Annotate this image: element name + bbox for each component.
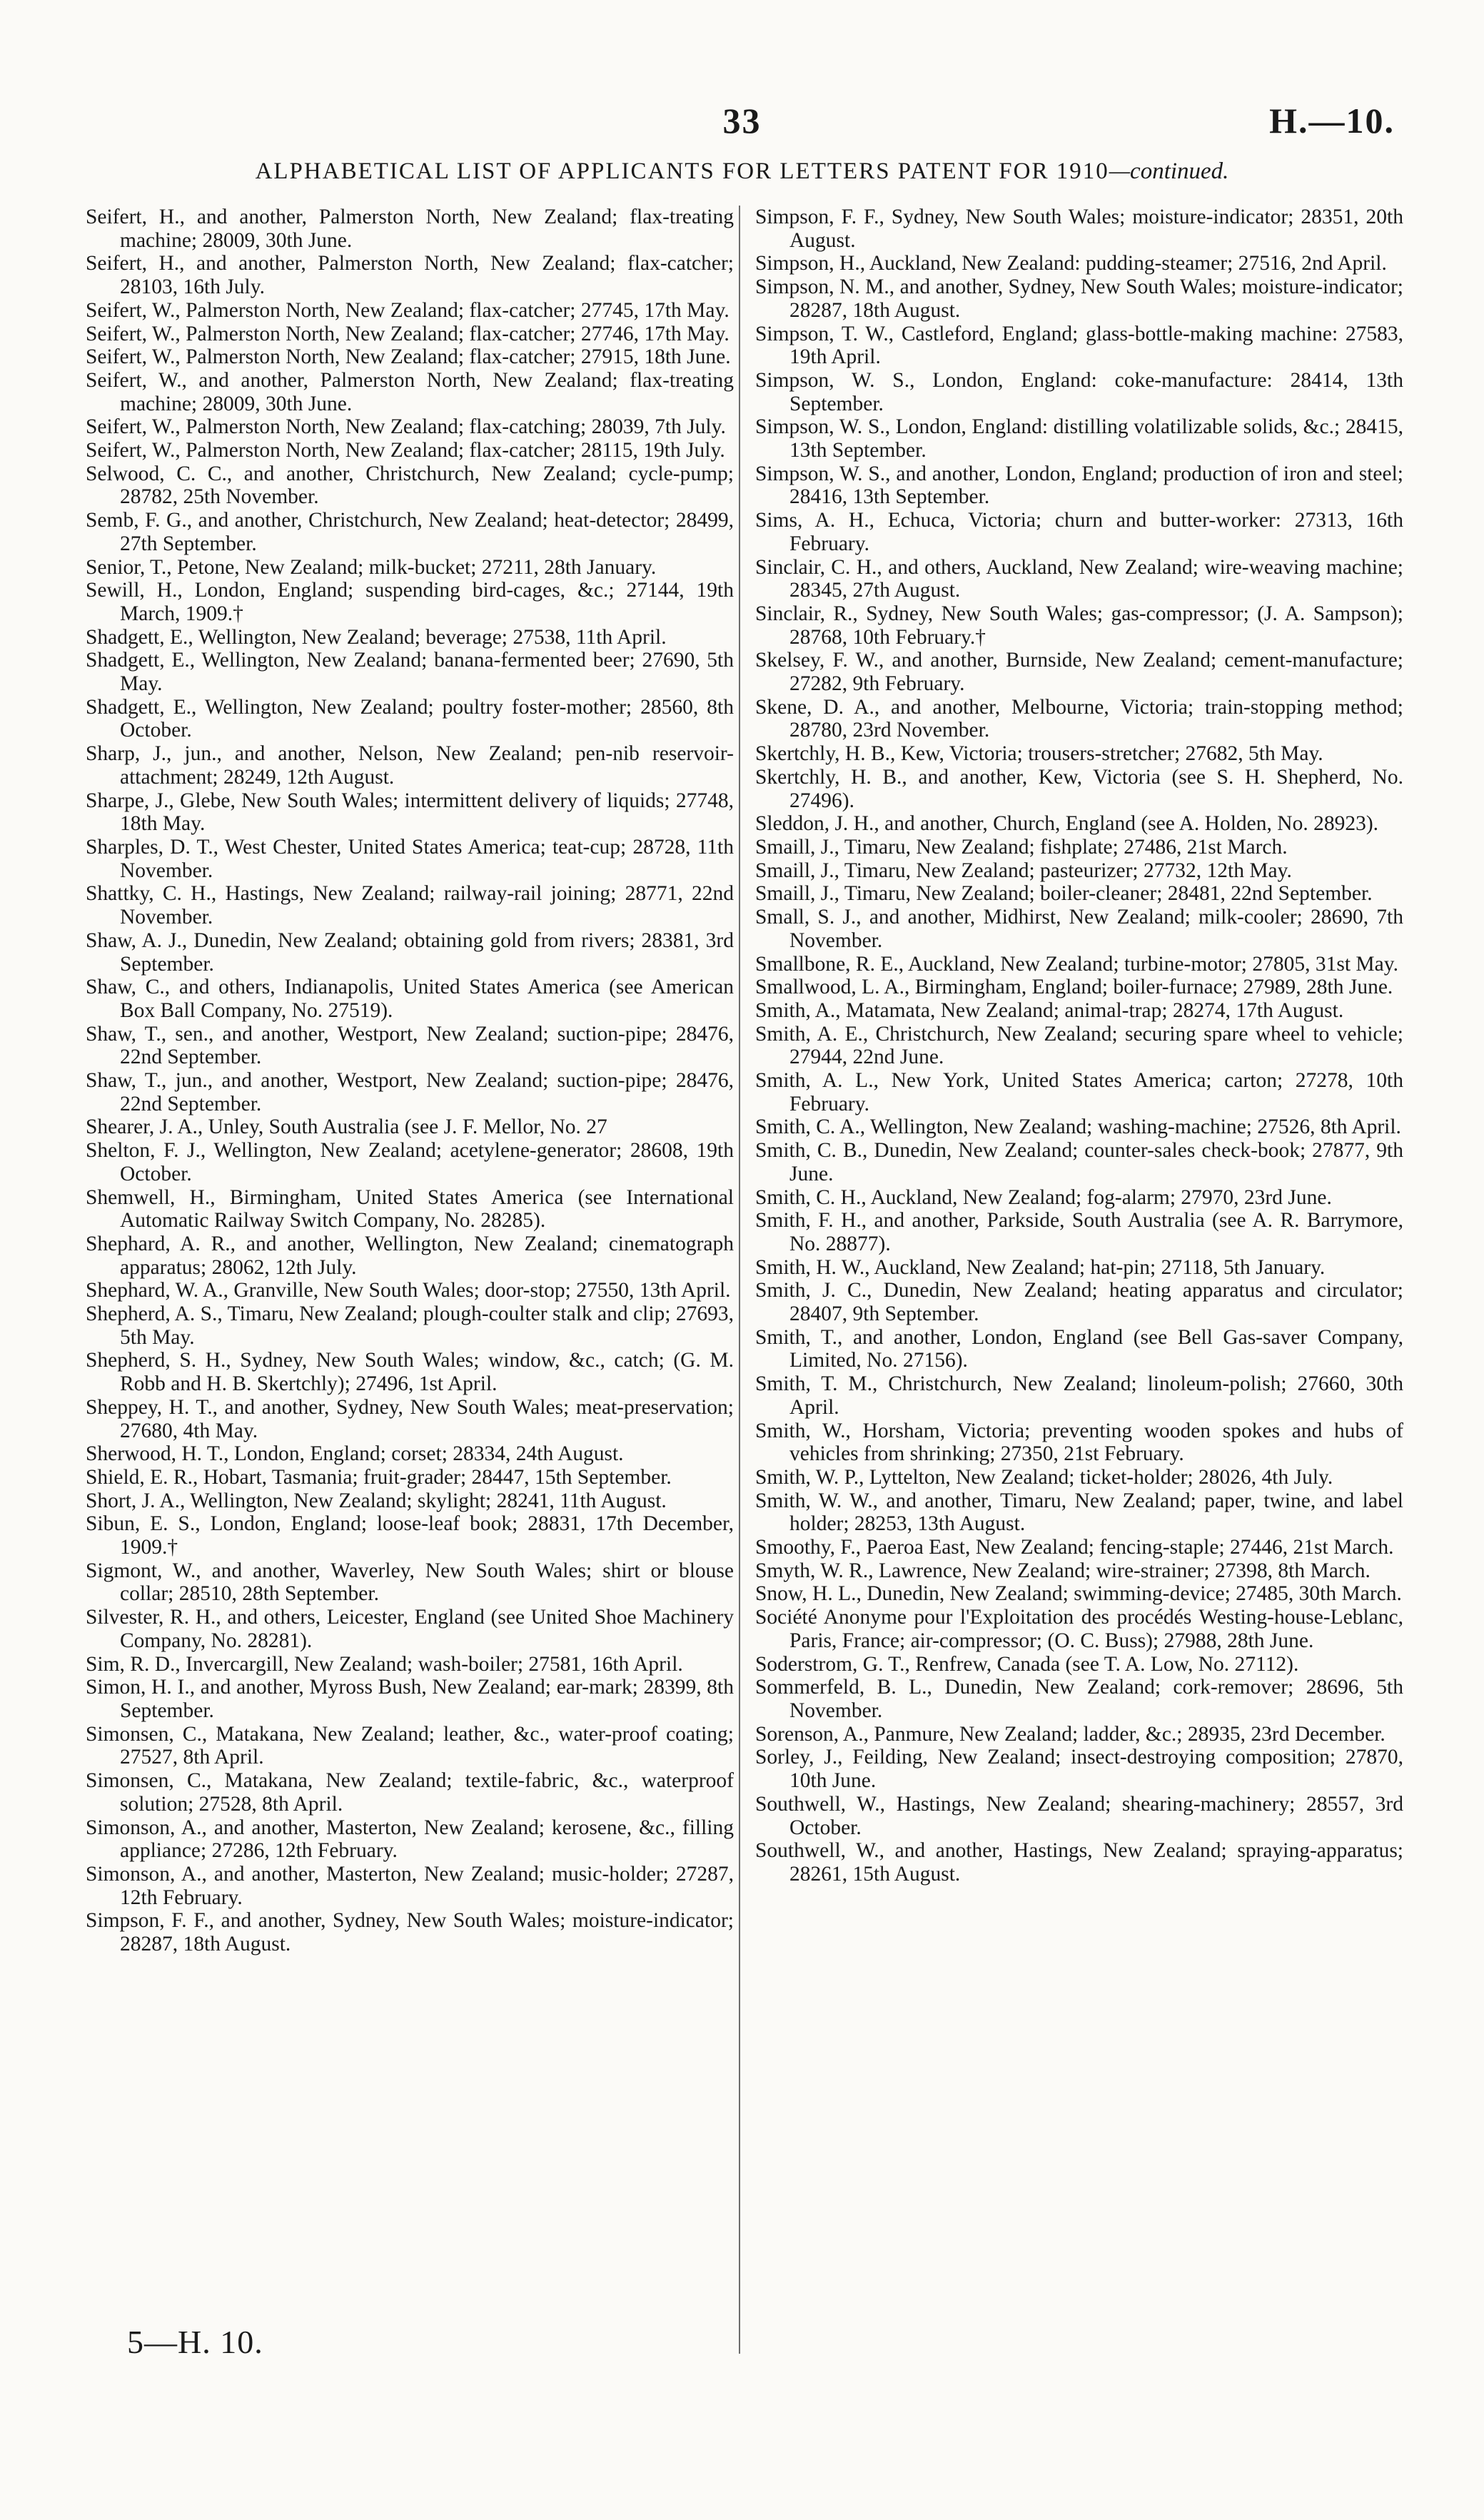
page-number: 33: [722, 101, 762, 141]
list-entry: Skertchly, H. B., and another, Kew, Victoria (see S. H. Shepherd, No. 27496).: [755, 765, 1403, 812]
list-entry: Shaw, A. J., Dunedin, New Zealand; obtaining gold from rivers; 28381, 3rd September.: [86, 928, 734, 976]
list-entry: Seifert, W., Palmerston North, New Zealand; flax-catcher; 27746, 17th May.: [86, 322, 730, 345]
document-code: H.—10.: [1269, 101, 1395, 141]
list-entry: Silvester, R. H., and others, Leicester, England (see United Shoe Machinery Company, No. 28281).: [86, 1606, 734, 1652]
list-entry: Seifert, W., Palmerston North, New Zealand; flax-catcher; 28115, 19th July.: [86, 439, 725, 462]
list-entry: Smith, A., Matamata, New Zealand; animal-trap; 28274, 17th August.: [755, 998, 1344, 1022]
list-entry: Seifert, H., and another, Palmerston North, New Zealand; flax-treating machine; 28009, 30th June.: [86, 206, 734, 252]
list-entry: Simpson, W. S., London, England: coke-manufacture: 28414, 13th September.: [755, 368, 1403, 415]
list-entry: Smith, T., and another, London, England (see Bell Gas-saver Company, Limited, No. 27156).: [755, 1325, 1403, 1372]
list-entry: Smith, C. A., Wellington, New Zealand; washing-machine; 27526, 8th April.: [755, 1115, 1401, 1139]
list-entry: Sinclair, R., Sydney, New South Wales; gas-compressor; (J. A. Sampson); 28768, 10th February.†: [755, 602, 1403, 649]
list-entry: Sim, R. D., Invercargill, New Zealand; wash-boiler; 27581, 16th April.: [86, 1652, 683, 1676]
list-entry: Simonsen, C., Matakana, New Zealand; leather, &c., water-proof coating; 27527, 8th April.: [86, 1722, 734, 1769]
right-column: [755, 206, 1403, 1886]
list-entry: Sommerfeld, B. L., Dunedin, New Zealand; cork-remover; 28696, 5th November.: [755, 1676, 1403, 1722]
list-entry: Sleddon, J. H., and another, Church, England (see A. Holden, No. 28923).: [755, 812, 1379, 836]
list-entry: Smaill, J., Timaru, New Zealand; boiler-cleaner; 28481, 22nd September.: [755, 882, 1373, 906]
list-entry: Smith, A. L., New York, United States America; carton; 27278, 10th February.: [755, 1069, 1403, 1115]
list-entry: Skene, D. A., and another, Melbourne, Victoria; train-stopping method; 28780, 23rd November.: [755, 695, 1403, 742]
list-entry: Senior, T., Petone, New Zealand; milk-bucket; 27211, 28th January.: [86, 555, 657, 579]
list-entry: Simpson, W. S., and another, London, England; production of iron and steel; 28416, 13th September.: [755, 462, 1403, 509]
list-title-suffix: —continued.: [1109, 158, 1229, 184]
list-entry: Shadgett, E., Wellington, New Zealand; beverage; 27538, 11th April.: [86, 625, 667, 649]
list-entry: Semb, F. G., and another, Christchurch, New Zealand; heat-detector; 28499, 27th September.: [86, 509, 734, 555]
list-entry: Sibun, E. S., London, England; loose-leaf book; 28831, 17th December, 1909.†: [86, 1512, 734, 1559]
list-entry: Smith, F. H., and another, Parkside, South Australia (see A. R. Barrymore, No. 28877).: [755, 1209, 1403, 1255]
list-entry: Smith, H. W., Auckland, New Zealand; hat-pin; 27118, 5th January.: [755, 1255, 1326, 1279]
footer-sheet-code: 5—H. 10.: [127, 2324, 263, 2360]
list-title: [0, 158, 1484, 185]
list-entry: Selwood, C. C., and another, Christchurch, New Zealand; cycle-pump; 28782, 25th November.: [86, 462, 734, 509]
list-entry: Smith, J. C., Dunedin, New Zealand; heating apparatus and circulator; 28407, 9th September.: [755, 1279, 1403, 1326]
list-entry: Sims, A. H., Echuca, Victoria; churn and butter-worker: 27313, 16th February.: [755, 509, 1403, 555]
column-divider: [739, 206, 740, 2354]
list-entry: Short, J. A., Wellington, New Zealand; skylight; 28241, 11th August.: [86, 1489, 667, 1512]
list-entry: Sharpe, J., Glebe, New South Wales; intermittent delivery of liquids; 27748, 18th May.: [86, 789, 734, 836]
list-entry: Sorley, J., Feilding, New Zealand; insect-destroying composition; 27870, 10th June.: [755, 1746, 1403, 1793]
list-entry: Shephard, A. R., and another, Wellington, New Zealand; cinematograph apparatus; 28062, 12th July.: [86, 1232, 734, 1279]
list-entry: Smaill, J., Timaru, New Zealand; pasteurizer; 27732, 12th May.: [755, 859, 1292, 882]
list-entry: Simpson, H., Auckland, New Zealand: pudding-steamer; 27516, 2nd April.: [755, 252, 1387, 275]
list-entry: Shepherd, S. H., Sydney, New South Wales; window, &c., catch; (G. M. Robb and H. B. Skertchly); 27496, 1st April.: [86, 1349, 734, 1396]
list-entry: Seifert, W., Palmerston North, New Zealand; flax-catcher; 27915, 18th June.: [86, 345, 731, 369]
list-entry: Simpson, F. F., Sydney, New South Wales; moisture-indicator; 28351, 20th August.: [755, 206, 1403, 252]
list-entry: Smith, C. H., Auckland, New Zealand; fog-alarm; 27970, 23rd June.: [755, 1185, 1332, 1209]
list-entry: Small, S. J., and another, Midhirst, New Zealand; milk-cooler; 28690, 7th November.: [755, 906, 1403, 952]
list-entry: Shaw, C., and others, Indianapolis, United States America (see American Box Ball Company, No. 27519).: [86, 976, 734, 1022]
list-entry: Smith, W. P., Lyttelton, New Zealand; ticket-holder; 28026, 4th July.: [755, 1465, 1333, 1489]
list-entry: Smallbone, R. E., Auckland, New Zealand; turbine-motor; 27805, 31st May.: [755, 952, 1398, 976]
list-entry: Simon, H. I., and another, Myross Bush, New Zealand; ear-mark; 28399, 8th September.: [86, 1676, 734, 1722]
list-entry: Shemwell, H., Birmingham, United States America (see International Automatic Railway Switch Company, No. 28285).: [86, 1185, 734, 1233]
list-entry: Shelton, F. J., Wellington, New Zealand; acetylene-generator; 28608, 19th October.: [86, 1139, 734, 1185]
list-entry: Smyth, W. R., Lawrence, New Zealand; wire-strainer; 27398, 8th March.: [755, 1559, 1371, 1582]
list-entry: Sharp, J., jun., and another, Nelson, New Zealand; pen-nib reservoir-attachment; 28249, 12th August.: [86, 742, 734, 789]
list-entry: Skertchly, H. B., Kew, Victoria; trousers-stretcher; 27682, 5th May.: [755, 742, 1323, 766]
list-entry: Sewill, H., London, England; suspending bird-cages, &c.; 27144, 19th March, 1909.†: [86, 579, 734, 625]
list-entry: Seifert, W., Palmerston North, New Zealand; flax-catching; 28039, 7th July.: [86, 415, 726, 439]
list-entry: Shield, E. R., Hobart, Tasmania; fruit-grader; 28447, 15th September.: [86, 1465, 672, 1489]
list-entry: Simpson, N. M., and another, Sydney, New South Wales; moisture-indicator; 28287, 18th August.: [755, 275, 1403, 322]
list-entry: Simpson, T. W., Castleford, England; glass-bottle-making machine: 27583, 19th April.: [755, 322, 1403, 369]
list-entry: Southwell, W., and another, Hastings, New Zealand; spraying-apparatus; 28261, 15th August.: [755, 1839, 1403, 1886]
list-entry: Sherwood, H. T., London, England; corset; 28334, 24th August.: [86, 1442, 624, 1466]
list-entry: Société Anonyme pour l'Exploitation des procédés Westing-house-Leblanc, Paris, France; air-compressor; (O. C. Buss); 27988, 28th June.: [755, 1606, 1403, 1652]
list-entry: Sharples, D. T., West Chester, United States America; teat-cup; 28728, 11th November.: [86, 835, 734, 882]
list-entry: Smoothy, F., Paeroa East, New Zealand; fencing-staple; 27446, 21st March.: [755, 1536, 1394, 1559]
list-entry: Southwell, W., Hastings, New Zealand; shearing-machinery; 28557, 3rd October.: [755, 1792, 1403, 1839]
list-entry: Simpson, F. F., and another, Sydney, New South Wales; moisture-indicator; 28287, 18th August.: [86, 1909, 734, 1956]
list-entry: Sorenson, A., Panmure, New Zealand; ladder, &c.; 28935, 23rd December.: [755, 1722, 1385, 1746]
list-entry: Smith, W. W., and another, Timaru, New Zealand; paper, twine, and label holder; 28253, 13th August.: [755, 1489, 1403, 1536]
list-entry: Shadgett, E., Wellington, New Zealand; banana-fermented beer; 27690, 5th May.: [86, 649, 734, 696]
list-entry: Sigmont, W., and another, Waverley, New South Wales; shirt or blouse collar; 28510, 28th September.: [86, 1559, 734, 1606]
list-entry: Sheppey, H. T., and another, Sydney, New South Wales; meat-preservation; 27680, 4th May.: [86, 1395, 734, 1442]
list-entry: Seifert, W., and another, Palmerston North, New Zealand; flax-treating machine; 28009, 30th June.: [86, 368, 734, 415]
list-entry: Simonson, A., and another, Masterton, New Zealand; kerosene, &c., filling appliance; 27286, 12th February.: [86, 1816, 734, 1863]
list-entry: Snow, H. L., Dunedin, New Zealand; swimming-device; 27485, 30th March.: [755, 1582, 1402, 1606]
list-entry: Shepherd, A. S., Timaru, New Zealand; plough-coulter stalk and clip; 27693, 5th May.: [86, 1302, 734, 1349]
list-entry: Shearer, J. A., Unley, South Australia (see J. F. Mellor, No. 27: [86, 1115, 607, 1139]
list-entry: Smith, A. E., Christchurch, New Zealand; securing spare wheel to vehicle; 27944, 22nd June.: [755, 1022, 1403, 1069]
list-entry: Simonson, A., and another, Masterton, New Zealand; music-holder; 27287, 12th February.: [86, 1862, 734, 1909]
list-entry: Seifert, H., and another, Palmerston North, New Zealand; flax-catcher; 28103, 16th July.: [86, 252, 734, 299]
list-entry: Simpson, W. S., London, England: distilling volatilizable solids, &c.; 28415, 13th September.: [755, 415, 1403, 462]
list-entry: Smallwood, L. A., Birmingham, England; boiler-furnace; 27989, 28th June.: [755, 976, 1393, 999]
list-entry: Smith, W., Horsham, Victoria; preventing wooden spokes and hubs of vehicles from shrinking; 27350, 21st February.: [755, 1419, 1403, 1466]
left-column: [86, 206, 734, 1956]
list-entry: Sinclair, C. H., and others, Auckland, New Zealand; wire-weaving machine; 28345, 27th August.: [755, 555, 1403, 602]
list-entry: Shephard, W. A., Granville, New South Wales; door-stop; 27550, 13th April.: [86, 1279, 731, 1302]
list-entry: Shaw, T., sen., and another, Westport, New Zealand; suction-pipe; 28476, 22nd September.: [86, 1022, 734, 1069]
list-entry: Skelsey, F. W., and another, Burnside, New Zealand; cement-manufacture; 27282, 9th February.: [755, 649, 1403, 696]
list-entry: Smith, T. M., Christchurch, New Zealand; linoleum-polish; 27660, 30th April.: [755, 1372, 1403, 1419]
list-entry: Simonsen, C., Matakana, New Zealand; textile-fabric, &c., waterproof solution; 27528, 8th April.: [86, 1769, 734, 1816]
list-entry: Shattky, C. H., Hastings, New Zealand; railway-rail joining; 28771, 22nd November.: [86, 882, 734, 929]
list-title-main: ALPHABETICAL LIST OF APPLICANTS FOR LETTERS PATENT FOR 1910: [255, 158, 1109, 184]
list-entry: Smith, C. B., Dunedin, New Zealand; counter-sales check-book; 27877, 9th June.: [755, 1139, 1403, 1185]
list-entry: Soderstrom, G. T., Renfrew, Canada (see T. A. Low, No. 27112).: [755, 1652, 1299, 1676]
list-entry: Seifert, W., Palmerston North, New Zealand; flax-catcher; 27745, 17th May.: [86, 298, 730, 322]
list-entry: Smaill, J., Timaru, New Zealand; fishplate; 27486, 21st March.: [755, 835, 1288, 859]
list-entry: Shadgett, E., Wellington, New Zealand; poultry foster-mother; 28560, 8th October.: [86, 695, 734, 742]
list-entry: Shaw, T., jun., and another, Westport, New Zealand; suction-pipe; 28476, 22nd September.: [86, 1069, 734, 1115]
